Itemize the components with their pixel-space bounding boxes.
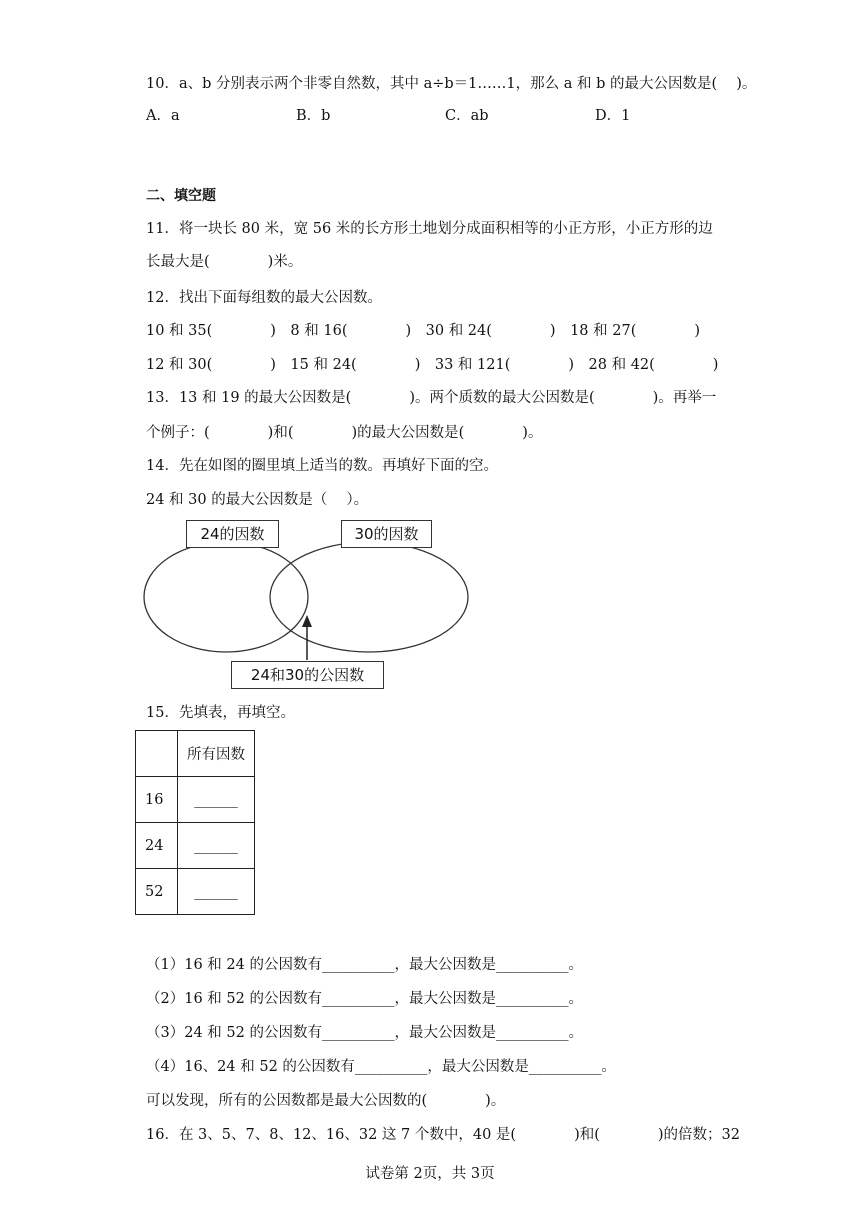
table-row xyxy=(136,731,255,777)
q15-conclusion: 可以发现，所有的公因数都是最大公因数的( )。 xyxy=(146,1093,506,1109)
q14-line2: 24 和 30 的最大公因数是（ ）。 xyxy=(146,492,369,508)
table-num: 52 xyxy=(136,869,178,915)
label-24-factors: 24的因数 xyxy=(186,520,279,548)
section-title: 二、填空题 xyxy=(146,188,216,204)
table-blank[interactable]: ______ xyxy=(178,777,255,823)
q12-row1: 10 和 35( ) 8 和 16( ) 30 和 24( ) 18 和 27( ) xyxy=(146,323,701,339)
table-row xyxy=(136,777,255,823)
factor-table xyxy=(135,730,255,915)
q10-text: 10．a、b 分别表示两个非零自然数，其中 a÷b＝1……1，那么 a 和 b 的最大公因数是( )。 xyxy=(146,76,757,92)
table-blank[interactable]: ______ xyxy=(178,869,255,915)
table-num: 16 xyxy=(136,777,178,823)
table-corner xyxy=(136,731,178,777)
q13-line1: 13．13 和 19 的最大公因数是( )。两个质数的最大公因数是( )。再举一 xyxy=(146,390,717,406)
q10-option-d[interactable]: D．1 xyxy=(595,108,631,124)
q15-sub3: （3）24 和 52 的公因数有__________，最大公因数是__________。 xyxy=(146,1025,583,1041)
table-blank[interactable]: ______ xyxy=(178,823,255,869)
page-footer: 试卷第 2页，共 3页 xyxy=(365,1166,495,1182)
q15-sub1: （1）16 和 24 的公因数有__________，最大公因数是__________。 xyxy=(146,957,583,973)
q12-row2: 12 和 30( ) 15 和 24( ) 33 和 121( ) 28 和 42( ) xyxy=(146,357,719,373)
q15-sub4: （4）16、24 和 52 的公因数有__________，最大公因数是__________。 xyxy=(146,1059,616,1075)
arrow-head-icon xyxy=(302,615,312,627)
q11-line1: 11．将一块长 80 米，宽 56 米的长方形土地划分成面积相等的小正方形，小正方形的边 xyxy=(146,221,713,237)
table-row xyxy=(136,869,255,915)
q15-sub2: （2）16 和 52 的公因数有__________，最大公因数是__________。 xyxy=(146,991,583,1007)
q10-option-c[interactable]: C．ab xyxy=(445,108,489,124)
q11-line2: 长最大是( )米。 xyxy=(146,254,303,270)
q14-line1: 14．先在如图的圈里填上适当的数。再填好下面的空。 xyxy=(146,458,498,474)
q13-line2: 个例子：( )和( )的最大公因数是( )。 xyxy=(146,425,543,441)
table-header: 所有因数 xyxy=(178,731,255,777)
q10-option-a[interactable]: A．a xyxy=(146,108,180,124)
q16-line1: 16．在 3、5、7、8、12、16、32 这 7 个数中，40 是( )和( )的倍数；32 xyxy=(146,1127,741,1143)
q12-line1: 12．找出下面每组数的最大公因数。 xyxy=(146,290,382,306)
circle-30-factors xyxy=(270,542,468,652)
label-30-factors: 30的因数 xyxy=(341,520,432,548)
table-num: 24 xyxy=(136,823,178,869)
q10-option-b[interactable]: B．b xyxy=(296,108,331,124)
label-common-factors: 24和30的公因数 xyxy=(231,661,384,689)
circle-24-factors xyxy=(144,542,308,652)
table-row xyxy=(136,823,255,869)
q15-line1: 15．先填表，再填空。 xyxy=(146,705,295,721)
